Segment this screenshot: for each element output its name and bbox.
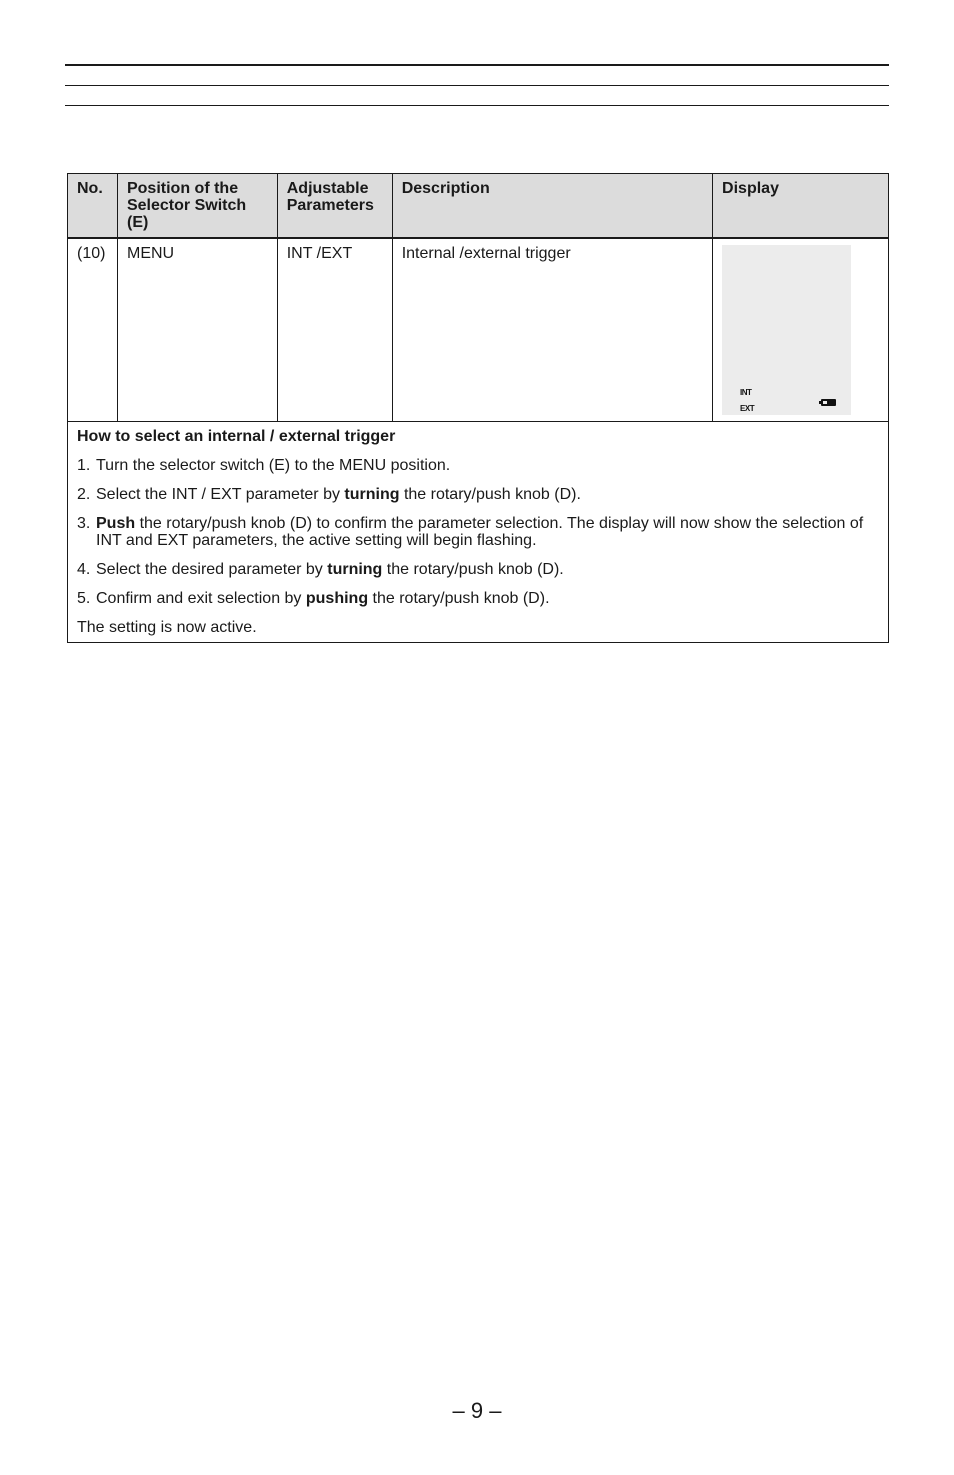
header-rule [65, 85, 889, 86]
cell-position: MENU [117, 238, 277, 422]
step-number: 5. [77, 590, 91, 607]
instruction-step [77, 561, 879, 578]
step-text-part: the rotary/push knob (D). [399, 486, 581, 503]
instructions-cell [68, 422, 889, 643]
step-text-part: the rotary/push knob (D) to confirm the parameter selection. The display will now show the selection of INT and EXT parameters, the active setting will begin flashing. [96, 515, 864, 549]
lcd-display-illustration [722, 245, 851, 415]
step-number: 2. [77, 486, 91, 503]
step-text-part: Select the INT / EXT parameter by [96, 486, 345, 503]
step-number: 1. [77, 457, 91, 474]
step-emphasis: turning [327, 561, 383, 578]
step-text-part: Turn the selector switch (E) to the MENU position. [96, 457, 451, 474]
cell-no: (10) [68, 238, 118, 422]
lcd-ext-label: EXT [740, 404, 755, 413]
step-text [96, 515, 879, 549]
page-number: – 9 – [452, 1398, 502, 1423]
instruction-step [77, 515, 879, 549]
instruction-step [77, 486, 879, 503]
step-text-part: the rotary/push knob (D). [368, 590, 550, 607]
battery-icon [821, 399, 836, 406]
column-header-position: Position of the Selector Switch (E) [117, 174, 277, 239]
table-header-row [68, 174, 889, 239]
step-emphasis: pushing [305, 590, 369, 607]
step-emphasis: turning [344, 486, 400, 503]
cell-parameters: INT /EXT [277, 238, 392, 422]
settings-table [67, 173, 889, 643]
step-number: 3. [77, 515, 91, 532]
table-row [68, 238, 889, 422]
header-rule [65, 105, 889, 106]
instructions-title: How to select an internal / external trigger [77, 428, 396, 445]
cell-display [713, 238, 889, 422]
step-text [96, 590, 879, 607]
column-header-no: No. [68, 174, 118, 239]
instructions-row [68, 422, 889, 643]
instruction-step [77, 590, 879, 607]
column-header-description: Description [392, 174, 712, 239]
step-text [96, 486, 879, 503]
step-text-part: Select the desired parameter by [96, 561, 328, 578]
instructions-closing: The setting is now active. [77, 619, 257, 636]
step-text [96, 457, 879, 474]
instruction-step [77, 457, 879, 474]
column-header-parameters: Adjustable Parameters [277, 174, 392, 239]
cell-description: Internal /external trigger [392, 238, 712, 422]
step-text-part: the rotary/push knob (D). [382, 561, 564, 578]
top-rule [65, 64, 889, 66]
step-text [96, 561, 879, 578]
column-header-display: Display [713, 174, 889, 239]
step-emphasis: Push [96, 515, 136, 532]
step-text-part: Confirm and exit selection by [96, 590, 306, 607]
step-number: 4. [77, 561, 91, 578]
lcd-int-label: INT [740, 388, 752, 397]
